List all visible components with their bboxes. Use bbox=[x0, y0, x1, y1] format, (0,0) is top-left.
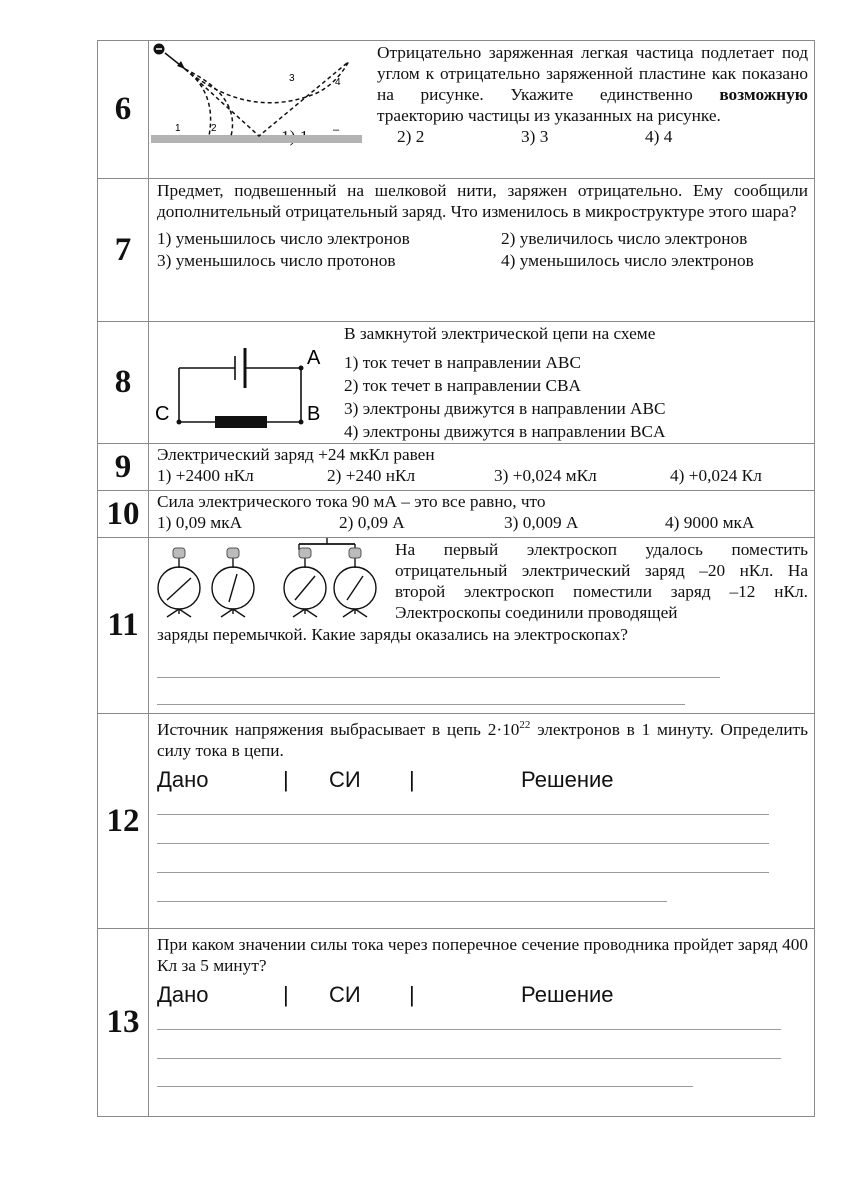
test-table bbox=[97, 40, 815, 1117]
question-number: 6 bbox=[98, 41, 149, 179]
option-4[interactable]: 4) +0,024 Кл bbox=[670, 466, 762, 485]
answer-line[interactable] bbox=[157, 1058, 781, 1059]
point-a: A bbox=[307, 347, 321, 369]
trajectory-4 bbox=[185, 63, 347, 136]
exponent: 22 bbox=[519, 719, 531, 731]
question-row-11 bbox=[98, 538, 815, 714]
option-3[interactable]: 3) электроны движутся в направлении ABC bbox=[344, 399, 666, 418]
emphasis: возможную bbox=[719, 85, 808, 104]
option-2[interactable]: 2) 0,09 А bbox=[339, 513, 405, 532]
question-number: 8 bbox=[98, 322, 149, 444]
question-body bbox=[149, 491, 815, 538]
given-label: Дано bbox=[157, 982, 209, 1007]
option-3[interactable]: 3) +0,024 мКл bbox=[494, 466, 597, 485]
circuit-diagram bbox=[149, 322, 335, 444]
answer-line[interactable] bbox=[157, 814, 769, 815]
question-row-10 bbox=[98, 491, 815, 538]
given-label: Дано bbox=[157, 766, 209, 792]
option-2[interactable]: 2) увеличилось число электронов bbox=[501, 229, 748, 248]
question-text: Источник напряжения выбрасывает в цепь $2\cdot 10^{22}$ электронов в 1 минуту. Определить силу тока в цепи. bbox=[157, 719, 808, 760]
trajectory-figure bbox=[149, 41, 367, 153]
electroscopes-figure bbox=[149, 538, 389, 624]
question-row-13 bbox=[98, 929, 815, 1117]
point-b: B bbox=[307, 403, 321, 425]
question-row-9 bbox=[98, 444, 815, 491]
question-text-continued: заряды перемычкой. Какие заряды оказались на электроскопах? bbox=[157, 625, 628, 644]
label-3: 3 bbox=[289, 73, 295, 84]
point-c: C bbox=[155, 403, 170, 425]
question-body bbox=[149, 179, 815, 322]
option-1[interactable]: 1) +2400 нКл bbox=[157, 466, 254, 485]
question-text: Отрицательно заряженная легкая частица подлетает под углом к отрицательно заряженной пластине как показано на рисунке. Укажите единственно возможную траекторию частицы из указанных на рисунке. bbox=[377, 43, 808, 125]
option-2[interactable]: 2) ток течет в направлении CBA bbox=[344, 376, 581, 395]
question-number: 13 bbox=[98, 929, 149, 1117]
option-4[interactable]: 4) 9000 мкА bbox=[665, 513, 755, 532]
option-1[interactable]: 1) 0,09 мкА bbox=[157, 513, 243, 532]
option-3[interactable]: 3) 0,009 А bbox=[504, 513, 579, 532]
question-text: В замкнутой электрической цепи на схеме bbox=[344, 324, 656, 343]
question-row-12 bbox=[98, 714, 815, 929]
question-text: На первый электроскоп удалось поместить отрицательный электрический заряд –20 нКл. На второй электроскоп поместили заряд –12 нКл. Электроскопы соединили проводящей bbox=[395, 540, 808, 622]
si-label: СИ bbox=[329, 766, 361, 792]
answer-line[interactable] bbox=[157, 843, 769, 844]
answer-line[interactable] bbox=[157, 872, 769, 873]
question-number: 12 bbox=[98, 714, 149, 929]
question-number: 10 bbox=[98, 491, 149, 538]
question-number: 7 bbox=[98, 179, 149, 322]
question-number: 9 bbox=[98, 444, 149, 491]
option-1[interactable]: 1) ток течет в направлении ABC bbox=[344, 353, 581, 372]
solution-label: Решение bbox=[521, 766, 614, 792]
label-2: 2 bbox=[211, 123, 217, 134]
question-body bbox=[149, 538, 815, 714]
si-label: СИ bbox=[329, 982, 361, 1007]
question-text: Предмет, подвешенный на шелковой нити, заряжен отрицательно. Ему сообщили дополнительный отрицательный заряд. Что изменилось в микроструктуре этого шара? bbox=[157, 181, 808, 221]
resistor-icon bbox=[215, 416, 267, 428]
option-2[interactable]: 2) +240 нКл bbox=[327, 466, 416, 485]
question-body bbox=[149, 444, 815, 491]
solution-label: Решение bbox=[521, 982, 614, 1007]
question-row-7 bbox=[98, 179, 815, 322]
charged-plate bbox=[151, 135, 362, 143]
solution-header: Дано | СИ | Решение bbox=[157, 766, 614, 792]
option-4[interactable]: 4) электроны движутся в направлении BCA bbox=[344, 422, 666, 441]
option-3[interactable]: 3) уменьшилось число протонов bbox=[157, 251, 396, 270]
solution-header: Дано | СИ | Решение bbox=[157, 982, 614, 1007]
question-body bbox=[149, 714, 815, 929]
question-text: Сила электрического тока 90 мА – это все равно, что bbox=[157, 492, 546, 511]
option-4[interactable]: 4) уменьшилось число электронов bbox=[501, 251, 754, 270]
answer-line[interactable] bbox=[157, 677, 720, 678]
question-body bbox=[149, 929, 815, 1117]
question-text: Электрический заряд +24 мкКл равен bbox=[157, 445, 435, 464]
trajectory-2 bbox=[185, 69, 233, 136]
label-4: 4 bbox=[335, 77, 341, 88]
question-row-6 bbox=[98, 41, 815, 179]
question-text: При каком значении силы тока через поперечное сечение проводника пройдет заряд 400 Кл за 5 минут? bbox=[157, 935, 808, 975]
question-body bbox=[149, 322, 815, 444]
option-3[interactable]: 3) 3 bbox=[521, 127, 549, 146]
answer-line[interactable] bbox=[157, 901, 667, 902]
answer-line[interactable] bbox=[157, 1086, 693, 1087]
answer-line[interactable] bbox=[157, 1029, 781, 1030]
plate-charge: – bbox=[333, 124, 340, 136]
option-2[interactable]: 2) 2 bbox=[397, 127, 425, 146]
question-row-8 bbox=[98, 322, 815, 444]
option-1[interactable]: 1) уменьшилось число электронов bbox=[157, 229, 410, 248]
question-number: 11 bbox=[98, 538, 149, 714]
question-body bbox=[149, 41, 815, 179]
answer-line[interactable] bbox=[157, 704, 685, 705]
label-1: 1 bbox=[175, 123, 181, 134]
option-4[interactable]: 4) 4 bbox=[645, 127, 673, 146]
